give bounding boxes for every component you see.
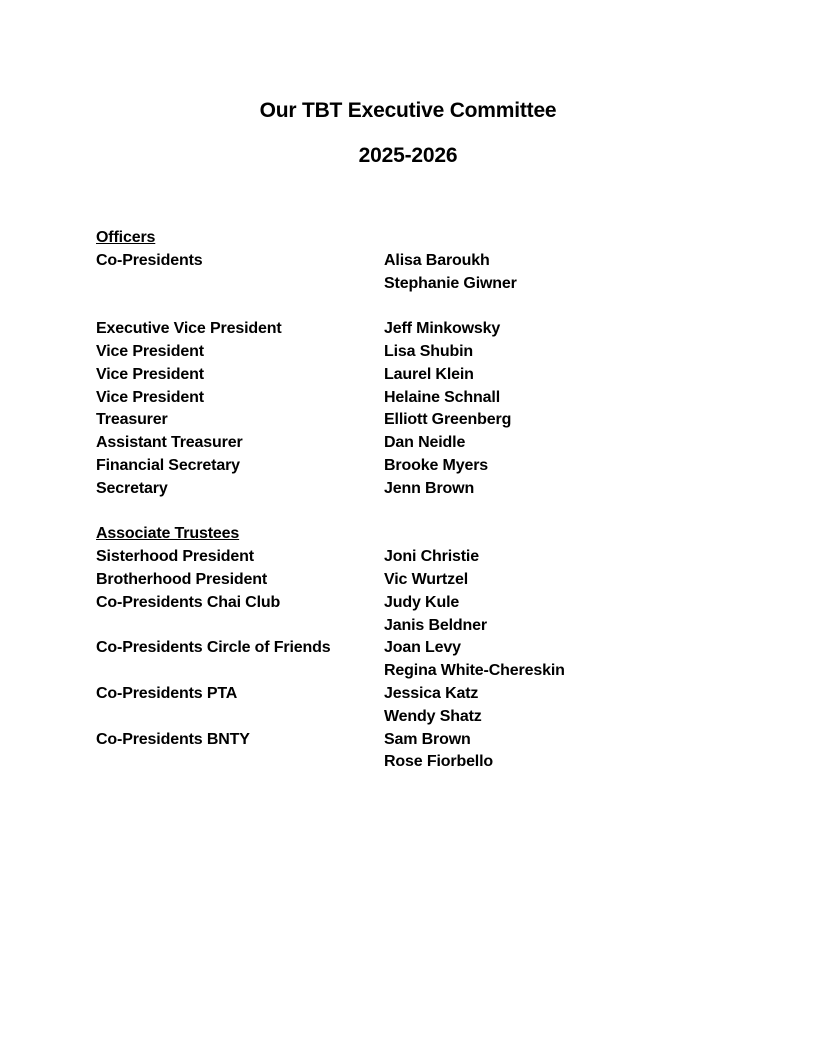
trustee-name: Wendy Shatz: [384, 707, 482, 725]
trustee-role: Brotherhood President: [96, 570, 268, 588]
trustee-name: Vic Wurtzel: [384, 570, 469, 588]
officer-role: Vice President: [96, 365, 204, 383]
trustee-name: Judy Kule: [384, 593, 460, 611]
officer-row: [96, 273, 736, 296]
officer-role: Financial Secretary: [96, 456, 240, 474]
trustee-row: [96, 592, 736, 615]
officer-name: Stephanie Giwner: [384, 274, 517, 292]
officer-row: [96, 478, 736, 501]
officer-name: Helaine Schnall: [384, 388, 501, 406]
trustee-name: Joni Christie: [384, 548, 479, 566]
officer-role: Vice President: [96, 342, 204, 360]
document-title: Our TBT Executive Committee: [259, 99, 557, 122]
officer-name: [384, 295, 736, 318]
officer-role: [96, 295, 384, 318]
officer-role: Executive Vice President: [96, 320, 282, 338]
trustee-row: [96, 660, 736, 683]
officer-role: [96, 273, 384, 296]
trustee-name: Jessica Katz: [384, 684, 479, 702]
trustee-row: [96, 751, 736, 774]
trustee-role: Co-Presidents Chai Club: [96, 593, 281, 611]
officer-name: Alisa Baroukh: [384, 251, 490, 269]
trustee-row: [96, 569, 736, 592]
officer-name: Lisa Shubin: [384, 342, 474, 360]
section-spacer: [96, 501, 736, 524]
trustee-role: Sisterhood President: [96, 548, 254, 566]
associate-trustees-heading-row: [96, 523, 736, 546]
trustee-name: Janis Beldner: [384, 616, 487, 634]
officers-heading: Officers: [96, 229, 156, 246]
officer-name: Elliott Greenberg: [384, 411, 512, 429]
officer-name: Jenn Brown: [384, 479, 475, 497]
officer-role: Co-Presidents: [96, 251, 203, 269]
trustee-name: Joan Levy: [384, 639, 461, 657]
trustee-role: [96, 751, 384, 774]
trustee-role: Co-Presidents BNTY: [96, 730, 250, 748]
officer-role: Treasurer: [96, 411, 168, 429]
officer-name: Laurel Klein: [384, 365, 474, 383]
officer-row: [96, 250, 736, 273]
officer-role: Secretary: [96, 479, 168, 497]
officer-row: [96, 387, 736, 410]
trustee-name: Regina White-Chereskin: [384, 662, 565, 680]
officer-name: Jeff Minkowsky: [384, 320, 501, 338]
officer-role: Assistant Treasurer: [96, 434, 243, 452]
trustee-role: [96, 660, 384, 683]
document-year: 2025-2026: [358, 144, 458, 167]
committee-listing: [96, 227, 736, 774]
officer-role: Vice President: [96, 388, 204, 406]
officer-row: [96, 364, 736, 387]
trustee-role: [96, 706, 384, 729]
trustee-row: [96, 729, 736, 752]
officer-name: Brooke Myers: [384, 456, 489, 474]
officer-row: [96, 318, 736, 341]
trustee-role: Co-Presidents PTA: [96, 684, 238, 702]
officer-row: [96, 455, 736, 478]
trustee-name: Rose Fiorbello: [384, 753, 494, 771]
trustee-row: [96, 546, 736, 569]
officer-row: [96, 341, 736, 364]
trustee-row: [96, 683, 736, 706]
trustee-row: [96, 615, 736, 638]
trustee-name: Sam Brown: [384, 730, 471, 748]
associate-trustees-heading: Associate Trustees: [96, 525, 240, 543]
officers-heading-row: [96, 227, 736, 250]
spacer-row: [96, 295, 736, 318]
trustee-role: [96, 615, 384, 638]
trustee-role: Co-Presidents Circle of Friends: [96, 639, 331, 657]
officer-row: [96, 432, 736, 455]
officer-row: [96, 409, 736, 432]
trustee-row: [96, 637, 736, 660]
trustee-row: [96, 706, 736, 729]
officer-name: Dan Neidle: [384, 434, 466, 452]
